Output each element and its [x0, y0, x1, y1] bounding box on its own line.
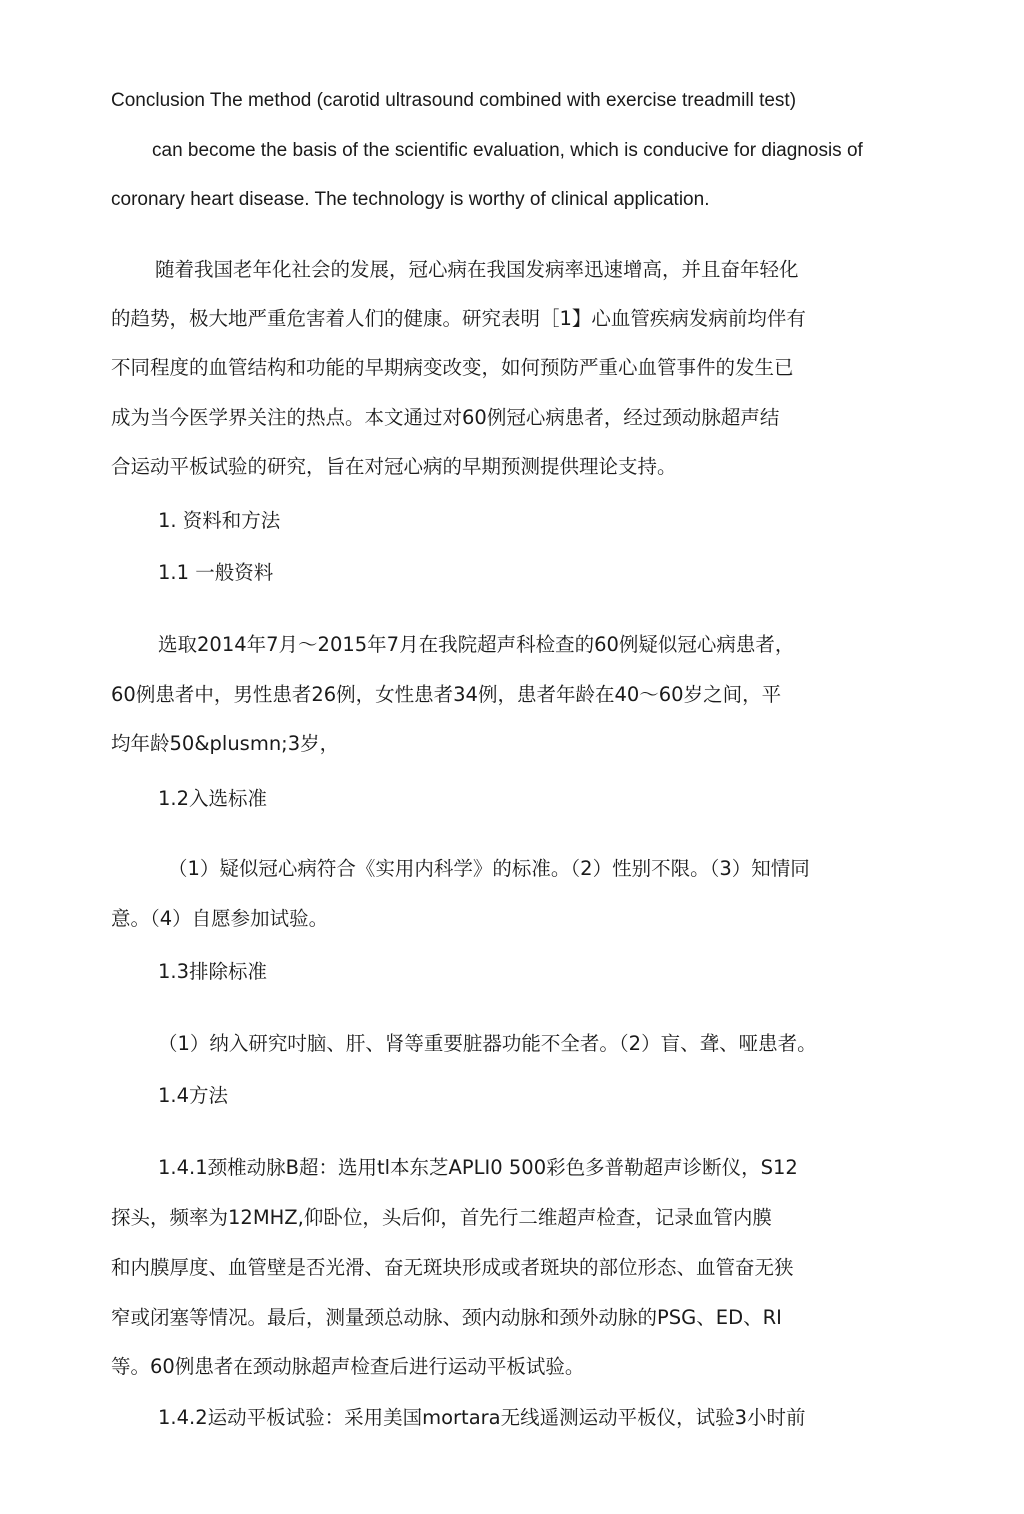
conclusion-line: Conclusion The method (carotid ultrasound combined with exercise treadmill test): [111, 90, 797, 111]
body-text-line: 窄或闭塞等情况。最后，测量颈总动脉、颈内动脉和颈外动脉的PSG、ED、RI: [111, 1306, 782, 1329]
conclusion-line: can become the basis of the scientific evaluation, which is conducive for diagnosis of: [152, 140, 863, 161]
section-heading: 1.2入选标准: [158, 787, 268, 810]
body-text-line: （1）纳入研究吋脑、肝、肾等重要脏器功能不全者。（2）盲、聋、哑患者。: [158, 1032, 817, 1055]
intro-paragraph-line: 的趋势，极大地严重危害着人们的健康。研究表明［1】心血管疾病发病前均伴有: [111, 307, 806, 330]
section-heading: 1.1 一般资料: [158, 561, 274, 584]
section-heading: 1.4方法: [158, 1084, 229, 1107]
intro-paragraph-line: 合运动平板试验的研究，旨在对冠心病的早期预测提供理论支持。: [111, 455, 677, 478]
body-text-line: 等。60例患者在颈动脉超声检查后进行运动平板试验。: [111, 1355, 585, 1378]
section-heading: 1.3排除标准: [158, 960, 268, 983]
body-text-line: （1）疑似冠心病符合《实用内科学》的标准。（2）性别不限。（3）知情同: [168, 857, 810, 880]
body-text-line: 均年龄50&plusmn;3岁，: [111, 732, 340, 755]
body-text-line: 选取2014年7月～2015年7月在我院超声科检查的60例疑似冠心病患者，: [158, 633, 795, 656]
intro-paragraph-line: 不同程度的血管结构和功能的早期病变改变，如何预防严重心血管事件的发生已: [111, 356, 794, 379]
body-text-line: 60例患者中，男性患者26例，女性患者34例，患者年龄在40～60岁之间，平: [111, 683, 782, 706]
body-text-line: 意。（4）自愿参加试验。: [111, 907, 329, 930]
body-text-line: 探头，频率为12MHZ,仰卧位，头后仰，首先行二维超声检查，记录血管内膜: [111, 1206, 772, 1229]
body-text-line: 和内膜厚度、血管壁是否光滑、奋无斑块形成或者斑块的部位形态、血管奋无狭: [111, 1256, 794, 1279]
intro-paragraph-line: 成为当今医学界关注的热点。本文通过对60例冠心病患者，经过颈动脉超声结: [111, 406, 780, 429]
conclusion-line: coronary heart disease. The technology is worthy of clinical application.: [111, 189, 710, 210]
body-text-line: 1.4.1颈椎动脉B超：选用tl本东芝APLI0 500彩色多普勒超声诊断仪，S12: [158, 1156, 798, 1179]
body-text-line: 1.4.2运动平板试验：采用美国mortara无线遥测运动平板仪，试验3小时前: [158, 1406, 806, 1429]
intro-paragraph-line: 随着我国老年化社会的发展，冠心病在我国发病率迅速增高，并且奋年轻化: [155, 258, 799, 281]
section-heading: 1. 资料和方法: [158, 509, 281, 532]
